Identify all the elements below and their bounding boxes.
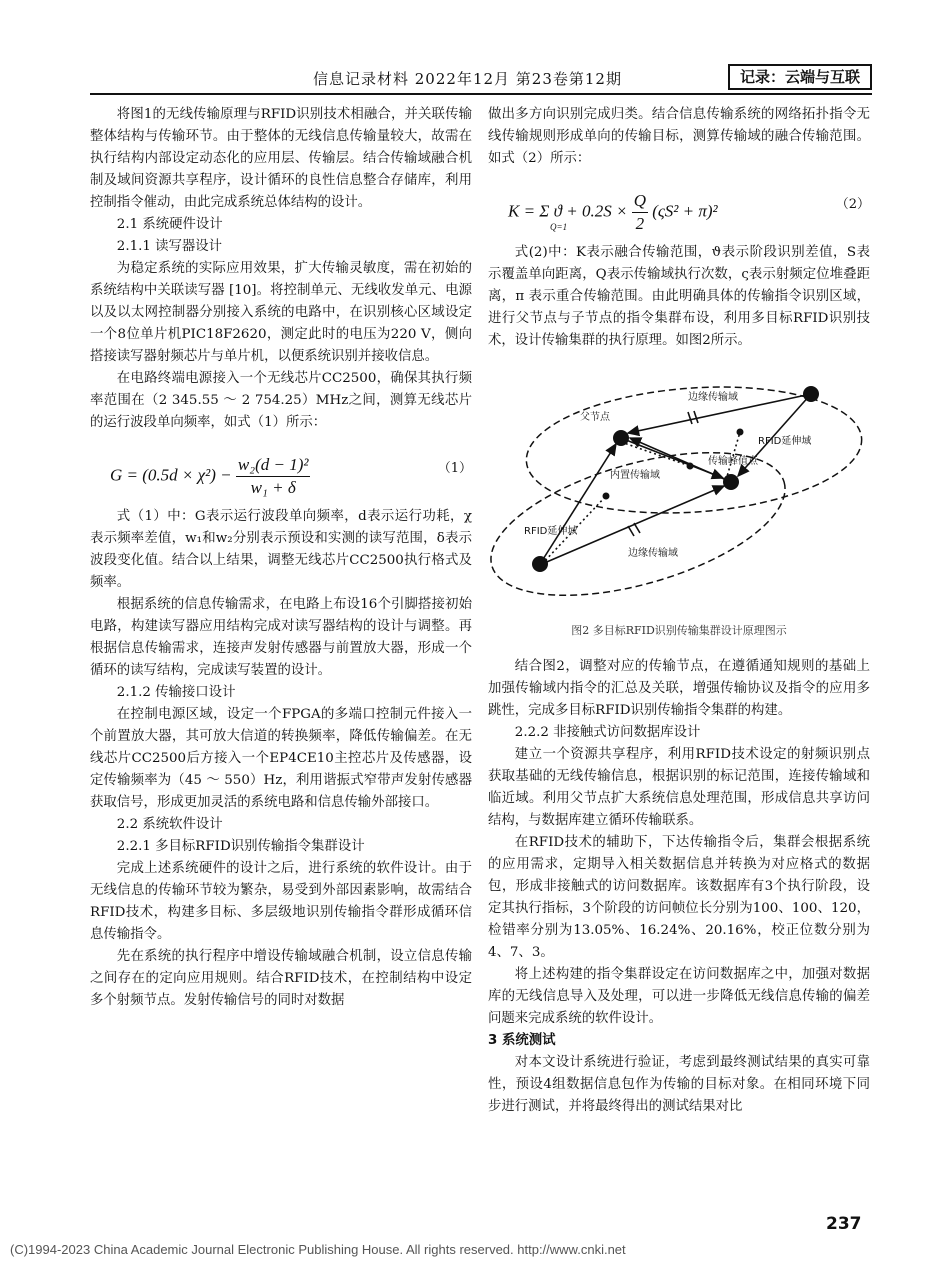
label-rfid-ext-top: RFID延伸域 — [758, 436, 812, 447]
page-number: 237 — [826, 1214, 862, 1234]
subsection-heading: 2.1.2 传输接口设计 — [116, 685, 236, 700]
node-parent — [613, 430, 629, 446]
right-column — [488, 104, 870, 1118]
paragraph: 做出多方向识别完成归类。结合信息传输系统的网络拓扑指令无线传输规则形成单向的传输目标，测算传输域的融合传输范围。如式（2）所示： — [488, 107, 870, 166]
link-source-to-parent — [540, 444, 616, 564]
paragraph: 根据系统的信息传输需求，在电路上布设16个引脚搭接初始电路，构建读写器应用结构完成对读写器结构的设计与调整。再根据信息传输需求，连接声发射传感器与前置放大器，形成一个循环的读写结构，完成读写装置的设计。 — [90, 597, 472, 678]
eq1-fraction — [236, 454, 311, 499]
node-minor — [737, 429, 744, 436]
paragraph: 先在系统的执行程序中增设传输域融合机制，设立信息传输之间存在的定向应用规则。结合RFID技术，在控制结构中设定多个射频节点。发射传输信号的同时对数据 — [90, 949, 472, 1008]
copyright-footer: (C)1994-2023 China Academic Journal Electronic Publishing House. All rights reserved. http://www.cnki.net — [10, 1242, 626, 1257]
label-edge-bottom: 边缘传输域 — [628, 548, 678, 559]
tick-mark — [628, 526, 634, 536]
paragraph: 建立一个资源共享程序，利用RFID技术设定的射频识别点获取基础的无线传输信息，根据识别的标记范围，连接传输域和临近域。利用父节点扩大系统信息处理范围，形成信息共享访问结构，与数据库建立循环传输联系。 — [488, 747, 870, 828]
eq1-numerator: w₂(d − 1)² — [236, 454, 311, 477]
figure-2-diagram — [488, 358, 870, 606]
label-edge-top: 边缘传输域 — [688, 392, 738, 403]
section-heading: 2.1 系统硬件设计 — [116, 217, 223, 232]
node-source — [532, 556, 548, 572]
label-inner: 内置传输域 — [610, 470, 660, 481]
paragraph: 结合图2，调整对应的传输节点，在遵循通知规则的基础上加强传输域内指令的汇总及关联，增强传输协议及指令的应用多跳性，完成多目标RFID识别传输指令集群的构建。 — [488, 659, 870, 718]
eq2-number: （2） — [835, 197, 870, 212]
paragraph: 将图1的无线传输原理与RFID识别技术相融合，并关联传输整体结构与传输环节。由于整体的无线信息传输量较大，故需在执行结构内部设定动态化的应用层、传输层。结合传输域融合机制及域间资源共享程序，设计循环的良性信息整合存储库，利用控制指令催动，由此完成系统总体结构的设计。 — [90, 107, 472, 210]
paragraph: 为稳定系统的实际应用效果，扩大传输灵敏度，需在初始的系统结构中关联读写器 [10]。将控制单元、无线收发单元、电源以及以太网控制器分别接入系统的电路中，在识别核心区域设定一个8位单片机PIC18F2620，测定此时的电压为220 V，侧向搭接读写器射频芯片与单片机，以便系统识别并接收信息。 — [90, 261, 472, 364]
eq2-sum-index: Q=1 — [550, 222, 568, 232]
tick-mark — [694, 411, 698, 423]
equation-1 — [90, 440, 472, 500]
paragraph: 在RFID技术的辅助下，下达传输指令后，集群会根据系统的应用需求，定期导入相关数据信息并转换为对应格式的数据包，形成非接触式的访问数据库。该数据库有3个执行阶段，设定其执行指标，3个阶段的访问帧位长分别为100、100、120，检错率分别为13.05%、16.24%、20.16%，校正位数分别为4、7、3。 — [488, 835, 870, 960]
node-top — [803, 386, 819, 402]
tick-mark — [634, 523, 640, 533]
subsection-heading: 2.1.1 读写器设计 — [116, 239, 223, 254]
node-peak — [723, 474, 739, 490]
label-peak: 传输峰值点 — [708, 456, 758, 467]
eq2-fraction — [632, 190, 648, 235]
left-column — [90, 104, 472, 1012]
eq2-denominator: 2 — [635, 214, 645, 233]
section-heading: 2.2 系统软件设计 — [116, 817, 223, 832]
header-rule — [90, 93, 872, 95]
figure-caption: 图2 多目标RFID识别传输集群设计原理图示 — [571, 624, 787, 637]
edge-domain-ellipse-bottom — [488, 424, 801, 606]
subsection-heading: 2.2.2 非接触式访问数据库设计 — [514, 725, 701, 740]
dotted-link-inner — [621, 442, 690, 466]
node-minor — [603, 493, 610, 500]
section-badge: 记录：云端与互联 — [728, 64, 872, 90]
paragraph: 式(2)中：K表示融合传输范围，ϑ表示阶段识别差值，S表示覆盖单向距离，Q表示传输域执行次数，ς表示射频定位堆叠距离，π 表示重合传输范围。由此明确具体的传输指令识别区域，进行父节点与子节点的指令集群布设，利用多目标RFID识别技术，设计传输集群的执行原理。如图2所示。 — [488, 245, 870, 348]
label-parent: 父节点 — [580, 412, 610, 423]
paragraph: 完成上述系统硬件的设计之后，进行系统的软件设计。由于无线信息的传输环节较为繁杂，易受到外部因素影响，故需结合RFID技术，构建多目标、多层级地识别传输指令群形成循环信息传输指令。 — [90, 861, 472, 942]
tick-mark — [688, 412, 692, 424]
node-minor — [687, 463, 694, 470]
equation-2 — [488, 176, 870, 236]
eq1-number: （1） — [437, 461, 472, 476]
paragraph: 在控制电源区域，设定一个FPGA的多端口控制元件接入一个前置放大器，其可放大信道的转换频率，降低传输偏差。在无线芯片CC2500后方接入一个EP4CE10主控芯片及传感器，设定传输频率为（45 ～ 550）Hz，利用谐振式窄带声发射传感器获取信号，形成更加灵活的系统电路和信息传输外部接口。 — [90, 707, 472, 810]
paragraph: 将上述构建的指令集群设定在访问数据库之中，加强对数据库的无线信息导入及处理，可以进一步降低无线信息传输的偏差问题来完成系统的软件设计。 — [488, 967, 870, 1026]
eq2-numerator: Q — [632, 190, 648, 213]
paragraph: 在电路终端电源接入一个无线芯片CC2500，确保其执行频率范围在（2 345.55 ～ 2 754.25）MHz之间，测算无线芯片的运行波段单向频率，如式（1）所示： — [90, 371, 472, 430]
eq2-rhs: (ςS² + π)² — [652, 201, 718, 221]
eq1-denominator: w₁ + δ — [250, 478, 296, 497]
paragraph: 式（1）中：G表示运行波段单向频率，d表示运行功耗，χ表示频率差值，w₁和w₂分别表示预设和实测的读写范围，δ表示波段变化值。结合以上结果，调整无线芯片CC2500执行格式及频率。 — [90, 509, 472, 590]
eq2-lhs: K = Σ ϑ + 0.2S × — [508, 201, 628, 221]
paragraph: 对本文设计系统进行验证，考虑到最终测试结果的真实可靠性，预设4组数据信息包作为传输的目标对象。在相同环境下同步进行测试，并将最终得出的测试结果对比 — [488, 1055, 870, 1114]
section-heading: 3 系统测试 — [488, 1033, 556, 1048]
journal-header: 信息记录材料 2022年12月 第23卷第12期 — [313, 70, 622, 88]
subsection-heading: 2.2.1 多目标RFID识别传输指令集群设计 — [116, 839, 365, 854]
label-rfid-ext-bottom: RFID延伸域 — [524, 526, 578, 537]
eq1-lhs: G = (0.5d × χ²) − — [110, 465, 232, 485]
